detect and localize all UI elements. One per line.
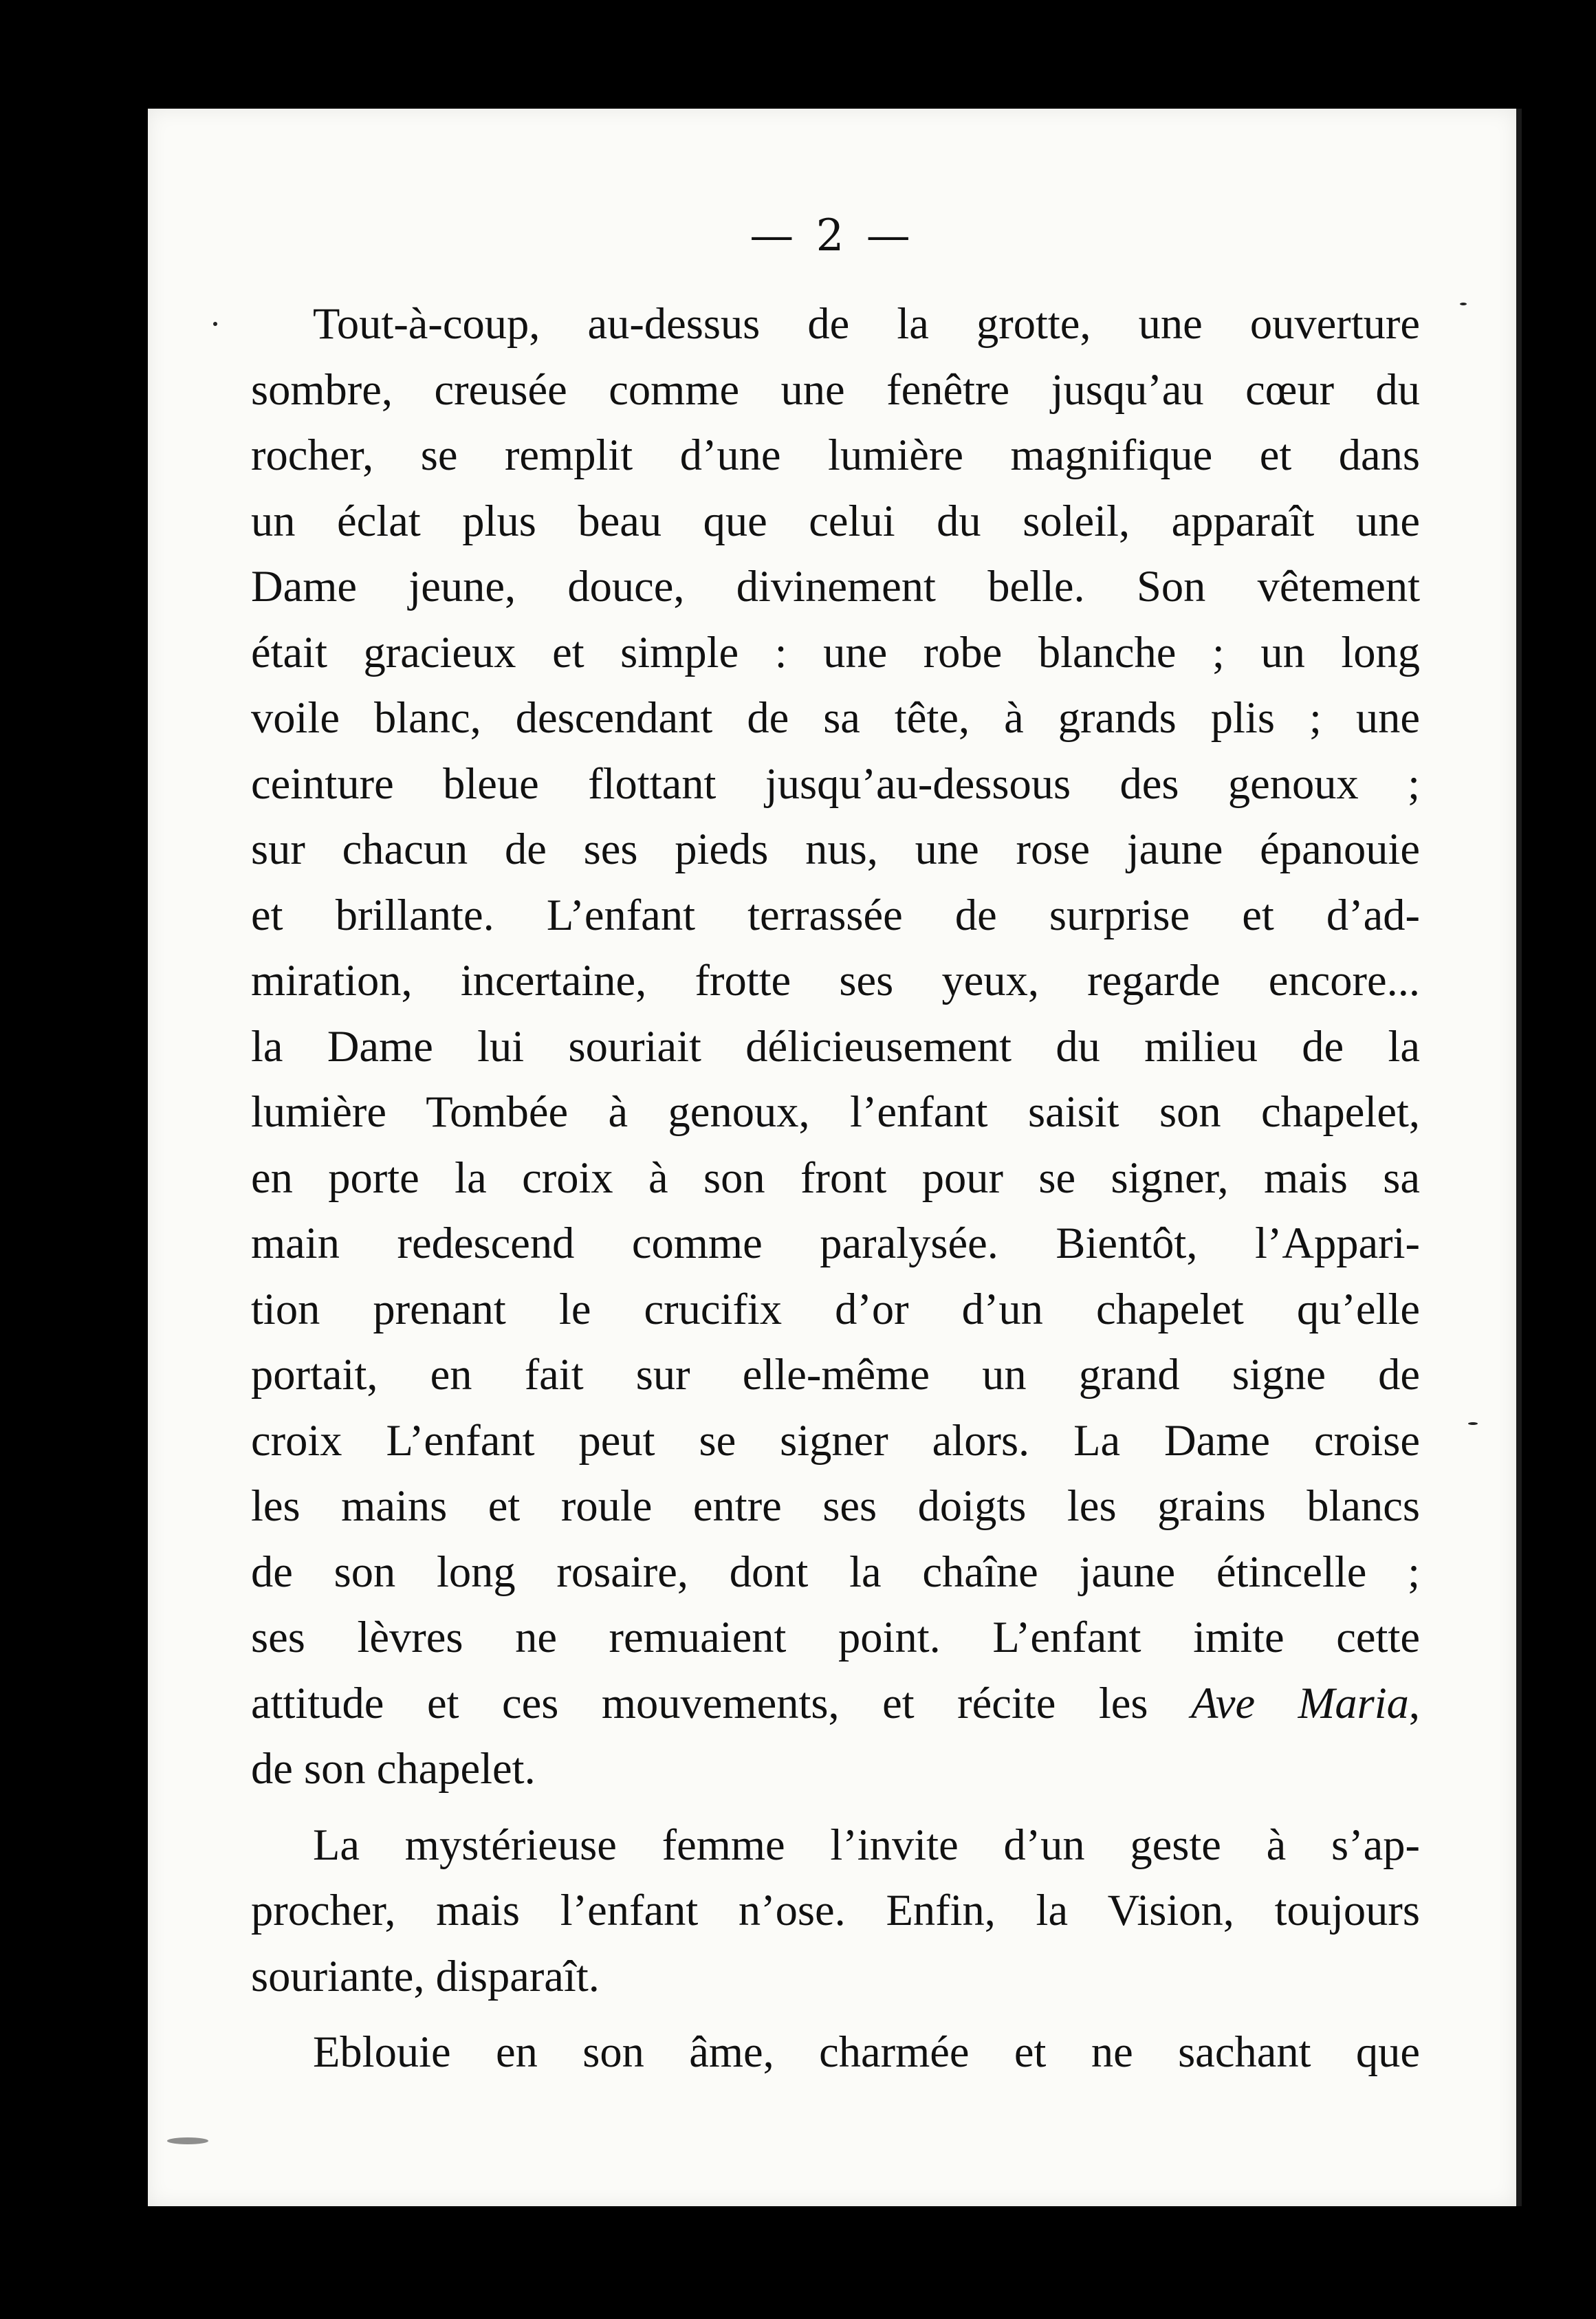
text-line: procher, mais l’enfant n’ose. Enfin, la Vision, toujours	[251, 1886, 1420, 1935]
text-line: Tout-à-coup, au-dessus de la grotte, une ouverture	[313, 299, 1420, 348]
print-speck	[213, 322, 217, 326]
text-line: ceinture bleue flottant jusqu’au-dessous des genoux ;	[251, 759, 1420, 808]
text-line: la Dame lui souriait délicieusement du milieu de la	[251, 1021, 1420, 1071]
paragraph-1	[251, 291, 1420, 1802]
text-line-with-italic	[251, 1670, 1420, 1736]
print-speck	[167, 2137, 208, 2144]
text-line: Eblouie en son âme, charmée et ne sachant que	[313, 2027, 1420, 2076]
text-line: les mains et roule entre ses doigts les grains blancs	[251, 1481, 1420, 1530]
text-line: ses lèvres ne remuaient point. L’enfant imite cette	[251, 1613, 1420, 1662]
text-line: sombre, creusée comme une fenêtre jusqu’au cœur du	[251, 364, 1420, 414]
text-segment: attitude et ces mouvements, et récite les	[251, 1678, 1192, 1728]
text-line: La mystérieuse femme l’invite d’un geste à s’ap-	[313, 1820, 1420, 1869]
page-text	[251, 291, 1420, 2085]
text-line: main redescend comme paralysée. Bientôt, l’Appari-	[251, 1219, 1420, 1267]
text-line: miration, incertaine, frotte ses yeux, regarde encore...	[251, 956, 1420, 1005]
text-line: un éclat plus beau que celui du soleil, apparaît une	[251, 496, 1420, 545]
print-speck	[1460, 303, 1467, 305]
text-line: de son chapelet.	[251, 1744, 536, 1793]
text-line: croix L’enfant peut se signer alors. La Dame croise	[251, 1415, 1420, 1465]
text-line: lumière Tombée à genoux, l’enfant saisit son chapelet,	[251, 1087, 1420, 1136]
text-line: et brillante. L’enfant terrassée de surprise et d’ad-	[251, 890, 1420, 939]
page-edge-shadow	[1516, 109, 1522, 2206]
paragraph-3	[251, 2019, 1420, 2085]
text-line: portait, en fait sur elle-même un grand signe de	[251, 1350, 1420, 1399]
paragraph-2	[251, 1812, 1420, 2010]
text-line: Dame jeune, douce, divinement belle. Son vêtement	[251, 562, 1420, 611]
text-line: tion prenant le crucifix d’or d’un chapelet qu’elle	[251, 1284, 1420, 1333]
text-line: souriante, disparaît.	[251, 1951, 600, 2001]
book-page	[148, 109, 1516, 2206]
text-line: était gracieux et simple : une robe blanche ; un long	[251, 627, 1420, 677]
text-line: rocher, se remplit d’une lumière magnifique et dans	[251, 431, 1420, 479]
print-speck	[1468, 1422, 1478, 1425]
text-line: voile blanc, descendant de sa tête, à grands plis ; une	[251, 693, 1420, 742]
text-segment: ,	[1408, 1678, 1420, 1728]
text-line: de son long rosaire, dont la chaîne jaune étincelle ;	[251, 1547, 1420, 1596]
italic-phrase: Ave Maria	[1191, 1678, 1409, 1728]
text-line: sur chacun de ses pieds nus, une rose jaune épanouie	[251, 825, 1420, 873]
page-number: — 2 —	[750, 210, 915, 261]
text-line: en porte la croix à son front pour se signer, mais sa	[251, 1153, 1420, 1202]
